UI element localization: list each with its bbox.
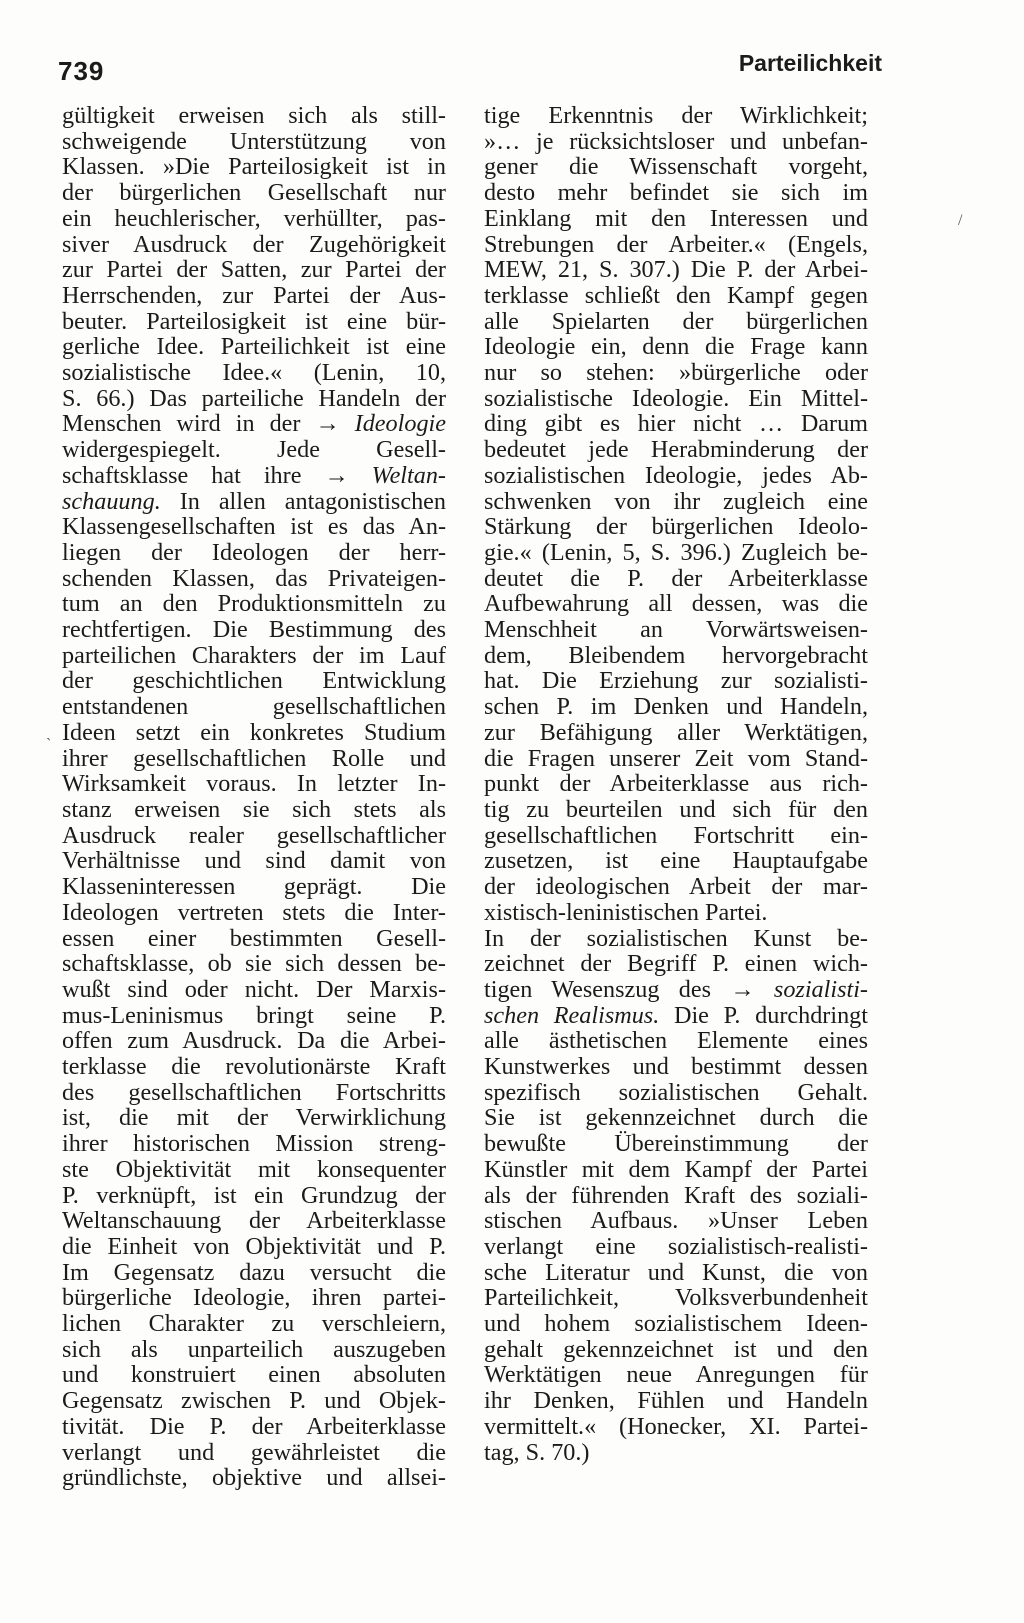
text-line: und hohem sozialistischem Ideen- bbox=[484, 1310, 868, 1338]
text-line: Künstler mit dem Kampf der Partei bbox=[484, 1155, 868, 1183]
text-line: gültigkeit erweisen sich als still- bbox=[62, 102, 446, 129]
margin-speck: / bbox=[958, 212, 963, 229]
text-line: desto mehr befindet sie sich im bbox=[484, 179, 868, 207]
text-line: schwenken von ihr zugleich eine bbox=[484, 487, 868, 515]
text-line: tag, S. 70.) bbox=[484, 1438, 590, 1466]
text-line: Ideologen vertreten stets die Inter- bbox=[62, 898, 446, 926]
text-line: Werktätigen neue Anregungen für bbox=[484, 1361, 868, 1389]
text-line: terklasse die revolutionärste Kraft bbox=[62, 1053, 446, 1081]
text-line: sozialistischen Ideologie, jedes Ab- bbox=[484, 461, 868, 489]
text-line: nur so stehen: »bürgerliche oder bbox=[484, 359, 868, 387]
text-line: Aufbewahrung all dessen, was die bbox=[484, 590, 868, 618]
text-line: gründlichste, objektive und allsei- bbox=[62, 1464, 446, 1492]
text-line: Ideen setzt ein konkretes Studium bbox=[62, 718, 446, 746]
text-line: gie.« (Lenin, 5, S. 396.) Zugleich be- bbox=[484, 538, 868, 566]
cross-reference-term: sozialisti- bbox=[773, 975, 868, 1003]
page-number: 739 bbox=[58, 56, 105, 86]
text-line: ihr Denken, Fühlen und Handeln bbox=[484, 1387, 868, 1415]
text-line: sozialistische Ideologie. Ein Mittel- bbox=[484, 384, 868, 412]
text-line: vermittelt.« (Honecker, XI. Partei- bbox=[484, 1412, 868, 1440]
text-line: des gesellschaftlichen Fortschritts bbox=[62, 1078, 446, 1106]
text-line: verlangt und gewährleistet die bbox=[62, 1438, 446, 1466]
text-line: Verhältnisse und sind damit von bbox=[62, 847, 446, 875]
text-line: ein heuchlerischer, verhüllter, pas- bbox=[62, 204, 446, 232]
text-line: Klassengesellschaften ist es das An- bbox=[62, 513, 446, 541]
text-line: ste Objektivität mit konsequenter bbox=[62, 1155, 446, 1183]
cross-reference-term: Ideologie bbox=[354, 410, 446, 438]
text-line: Gegensatz zwischen P. und Objek- bbox=[62, 1387, 446, 1415]
text-line: dem, Bleibendem hervorgebracht bbox=[484, 641, 868, 669]
text-line: stanz erweisen sie sich stets als bbox=[62, 795, 446, 823]
text-line: ding gibt es hier nicht … Darum bbox=[484, 410, 868, 438]
margin-speck: ˋ bbox=[46, 736, 52, 753]
text-line: Stärkung der bürgerlichen Ideolo- bbox=[484, 513, 868, 541]
text-line: rechtfertigen. Die Bestimmung des bbox=[62, 616, 446, 644]
text-line: zusetzen, ist eine Hauptaufgabe bbox=[484, 847, 868, 875]
text-line-with-reference: schen Realismus. Die P. durchdringt bbox=[484, 1001, 868, 1029]
text-line: schweigende Unterstützung von bbox=[62, 127, 446, 155]
text-line: ihrer gesellschaftlichen Rolle und bbox=[62, 744, 446, 772]
text-column-left bbox=[62, 103, 446, 1491]
text-line: tig zu beurteilen und sich für den bbox=[484, 795, 868, 823]
text-line: der ideologischen Arbeit der mar- bbox=[484, 873, 868, 901]
text-line: In der sozialistischen Kunst be- bbox=[484, 924, 868, 952]
text-line: Klassen. »Die Parteilosigkeit ist in bbox=[62, 153, 446, 181]
text-line: tum an den Produktionsmitteln zu bbox=[62, 590, 446, 618]
text-line: Wirksamkeit voraus. In letzter In- bbox=[62, 770, 446, 798]
text-line: bürgerliche Ideologie, ihren partei- bbox=[62, 1284, 446, 1312]
text-line: zur Partei der Satten, zur Partei der bbox=[62, 256, 446, 284]
text-line: verlangt eine sozialistisch-realisti- bbox=[484, 1232, 868, 1260]
text-line: gerliche Idee. Parteilichkeit ist eine bbox=[62, 333, 446, 361]
text-line: gesellschaftlichen Fortschritt ein- bbox=[484, 821, 868, 849]
text-line: siver Ausdruck der Zugehörigkeit bbox=[62, 230, 446, 258]
text-line: und konstruiert einen absoluten bbox=[62, 1361, 446, 1389]
text-line: als der führenden Kraft des soziali- bbox=[484, 1181, 868, 1209]
text-line: sche Literatur und Kunst, die von bbox=[484, 1258, 868, 1286]
text-line: gener die Wissenschaft vorgeht, bbox=[484, 153, 868, 181]
text-line: Menschheit an Vorwärtsweisen- bbox=[484, 616, 868, 644]
text-line: schenden Klassen, das Privateigen- bbox=[62, 564, 446, 592]
cross-reference-term: Weltan- bbox=[371, 461, 446, 489]
text-line: Ausdruck realer gesellschaftlicher bbox=[62, 821, 446, 849]
text-line: alle Spielarten der bürgerlichen bbox=[484, 307, 868, 335]
text-line: Parteilichkeit, Volksverbundenheit bbox=[484, 1284, 868, 1312]
text-line: hat. Die Erziehung zur sozialisti- bbox=[484, 667, 868, 695]
text-line: schen P. im Denken und Handeln, bbox=[484, 693, 868, 721]
text-line: bewußte Übereinstimmung der bbox=[484, 1130, 868, 1158]
cross-reference-term: schen Realismus. bbox=[484, 1001, 660, 1029]
text-line: tige Erkenntnis der Wirklichkeit; bbox=[484, 102, 868, 129]
text-line: Ideologie ein, denn die Frage kann bbox=[484, 333, 868, 361]
text-line: Sie ist gekennzeichnet durch die bbox=[484, 1104, 868, 1132]
text-line: Herrschenden, zur Partei der Aus- bbox=[62, 281, 446, 309]
text-line: »… je rücksichtsloser und unbefan- bbox=[484, 127, 868, 155]
text-line: ihrer historischen Mission streng- bbox=[62, 1130, 446, 1158]
text-line: parteilichen Charakters der im Lauf bbox=[62, 641, 446, 669]
text-column-right bbox=[484, 103, 868, 1465]
cross-reference-term: schauung. bbox=[62, 487, 161, 515]
text-line: sich als unparteilich auszugeben bbox=[62, 1335, 446, 1363]
text-line-with-reference: tigen Wesenszug des → sozialisti- bbox=[484, 975, 868, 1003]
text-line: ist, die mit der Verwirklichung bbox=[62, 1104, 446, 1132]
text-line: der bürgerlichen Gesellschaft nur bbox=[62, 179, 446, 207]
text-line: deutet die P. der Arbeiterklasse bbox=[484, 564, 868, 592]
text-line: die Einheit von Objektivität und P. bbox=[62, 1232, 446, 1260]
text-line: tivität. Die P. der Arbeiterklasse bbox=[62, 1412, 446, 1440]
running-head: Parteilichkeit bbox=[738, 50, 882, 76]
text-line: P. verknüpft, ist ein Grundzug der bbox=[62, 1181, 446, 1209]
text-line: sozialistische Idee.« (Lenin, 10, bbox=[62, 359, 446, 387]
text-line: Weltanschauung der Arbeiterklasse bbox=[62, 1207, 446, 1235]
text-line: spezifisch sozialistischen Gehalt. bbox=[484, 1078, 868, 1106]
text-line: stischen Aufbaus. »Unser Leben bbox=[484, 1207, 868, 1235]
text-line: liegen der Ideologen der herr- bbox=[62, 538, 446, 566]
text-line: Kunstwerkes und bestimmt dessen bbox=[484, 1053, 868, 1081]
text-line: xistisch-leninistischen Partei. bbox=[484, 898, 768, 926]
text-line: mus-Leninismus bringt seine P. bbox=[62, 1001, 446, 1029]
text-line: schaftsklasse, ob sie sich dessen be- bbox=[62, 950, 446, 978]
text-line: alle ästhetischen Elemente eines bbox=[484, 1027, 868, 1055]
text-line: Im Gegensatz dazu versucht die bbox=[62, 1258, 446, 1286]
text-line: S. 66.) Das parteiliche Handeln der bbox=[62, 384, 446, 412]
text-line: der geschichtlichen Entwicklung bbox=[62, 667, 446, 695]
text-line: terklasse schließt den Kampf gegen bbox=[484, 281, 868, 309]
text-line: Strebungen der Arbeiter.« (Engels, bbox=[484, 230, 868, 258]
text-line: offen zum Ausdruck. Da die Arbei- bbox=[62, 1027, 446, 1055]
text-line: beuter. Parteilosigkeit ist eine bür- bbox=[62, 307, 446, 335]
text-line: zeichnet der Begriff P. einen wich- bbox=[484, 950, 868, 978]
text-line: die Fragen unserer Zeit vom Stand- bbox=[484, 744, 868, 772]
text-line: entstandenen gesellschaftlichen bbox=[62, 693, 446, 721]
text-line: Einklang mit den Interessen und bbox=[484, 204, 868, 232]
text-line: zur Befähigung aller Werktätigen, bbox=[484, 718, 868, 746]
text-line: Klasseninteressen geprägt. Die bbox=[62, 873, 446, 901]
text-line: wußt sind oder nicht. Der Marxis- bbox=[62, 975, 446, 1003]
text-line-with-reference: schaftsklasse hat ihre → Weltan- bbox=[62, 461, 446, 489]
text-line-with-reference: schauung. In allen antagonistischen bbox=[62, 487, 446, 515]
text-line: punkt der Arbeiterklasse aus rich- bbox=[484, 770, 868, 798]
text-line: lichen Charakter zu verschleiern, bbox=[62, 1310, 446, 1338]
text-line: essen einer bestimmten Gesell- bbox=[62, 924, 446, 952]
text-line: MEW, 21, S. 307.) Die P. der Arbei- bbox=[484, 256, 868, 284]
text-line: widergespiegelt. Jede Gesell- bbox=[62, 436, 446, 464]
text-line: gehalt gekennzeichnet ist und den bbox=[484, 1335, 868, 1363]
text-line: bedeutet jede Herabminderung der bbox=[484, 436, 868, 464]
text-line-with-reference: Menschen wird in der → Ideologie bbox=[62, 410, 446, 438]
